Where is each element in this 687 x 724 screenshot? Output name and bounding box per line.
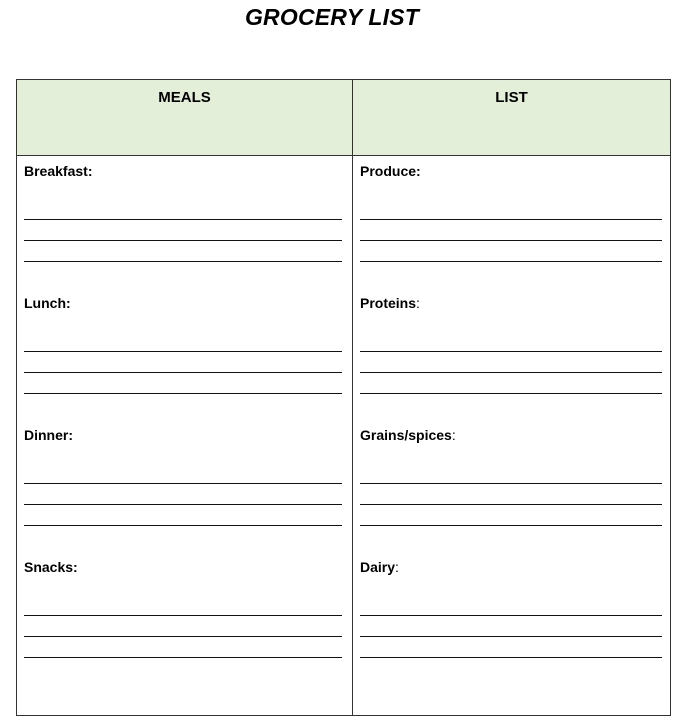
section-breakfast <box>24 163 342 262</box>
write-line[interactable] <box>24 372 342 373</box>
section-lunch <box>24 295 342 394</box>
section-grains-spices <box>360 427 662 526</box>
proteins-lines <box>360 351 662 394</box>
meals-header: MEALS <box>158 89 211 106</box>
snacks-colon: : <box>73 559 78 575</box>
page-title: GROCERY LIST <box>244 4 420 30</box>
lunch-label: Lunch <box>24 295 66 311</box>
column-divider <box>352 80 353 715</box>
write-line[interactable] <box>24 351 342 352</box>
write-line[interactable] <box>24 483 342 484</box>
produce-label: Produce <box>360 163 417 179</box>
grains-spices-colon: : <box>451 427 456 443</box>
produce-colon: : <box>416 163 421 179</box>
breakfast-lines <box>24 219 342 262</box>
write-line[interactable] <box>360 351 662 352</box>
write-line[interactable] <box>360 615 662 616</box>
section-label-proteins <box>360 295 662 311</box>
write-line[interactable] <box>24 504 342 505</box>
section-label-snacks <box>24 559 342 575</box>
write-line[interactable] <box>360 219 662 220</box>
dairy-colon: : <box>395 559 399 575</box>
section-produce <box>360 163 662 262</box>
snacks-label: Snacks <box>24 559 74 575</box>
grains-spices-lines <box>360 483 662 526</box>
breakfast-colon: : <box>87 163 93 179</box>
proteins-label: Proteins <box>360 295 417 311</box>
grocery-table <box>16 79 671 716</box>
table-header-row <box>17 80 670 156</box>
breakfast-label: Breakfast <box>24 163 88 179</box>
dinner-label: Dinner <box>24 427 69 443</box>
write-line[interactable] <box>24 219 342 220</box>
section-snacks <box>24 559 342 658</box>
write-line[interactable] <box>24 240 342 241</box>
write-line[interactable] <box>360 240 662 241</box>
write-line[interactable] <box>360 372 662 373</box>
section-dinner <box>24 427 342 526</box>
write-line[interactable] <box>360 393 662 394</box>
produce-lines <box>360 219 662 262</box>
section-proteins <box>360 295 662 394</box>
write-line[interactable] <box>360 636 662 637</box>
dinner-colon: : <box>68 427 74 443</box>
write-line[interactable] <box>24 657 342 658</box>
section-label-breakfast <box>24 163 342 179</box>
grains-spices-label: Grains/spices <box>360 427 452 443</box>
section-label-grains-spices <box>360 427 662 443</box>
write-line[interactable] <box>24 636 342 637</box>
write-line[interactable] <box>360 504 662 505</box>
write-line[interactable] <box>360 261 662 262</box>
lunch-colon: : <box>66 295 71 311</box>
proteins-colon: : <box>416 295 420 311</box>
snacks-lines <box>24 615 342 658</box>
dairy-label: Dairy <box>360 559 396 575</box>
write-line[interactable] <box>24 615 342 616</box>
dairy-lines <box>360 615 662 658</box>
write-line[interactable] <box>24 261 342 262</box>
section-label-dairy <box>360 559 662 575</box>
write-line[interactable] <box>24 393 342 394</box>
dinner-lines <box>24 483 342 526</box>
write-line[interactable] <box>360 483 662 484</box>
lunch-lines <box>24 351 342 394</box>
write-line[interactable] <box>360 657 662 658</box>
list-header: LIST <box>495 89 528 106</box>
section-dairy <box>360 559 662 658</box>
write-line[interactable] <box>360 525 662 526</box>
section-label-produce <box>360 163 662 179</box>
section-label-dinner <box>24 427 342 443</box>
write-line[interactable] <box>24 525 342 526</box>
section-label-lunch <box>24 295 342 311</box>
